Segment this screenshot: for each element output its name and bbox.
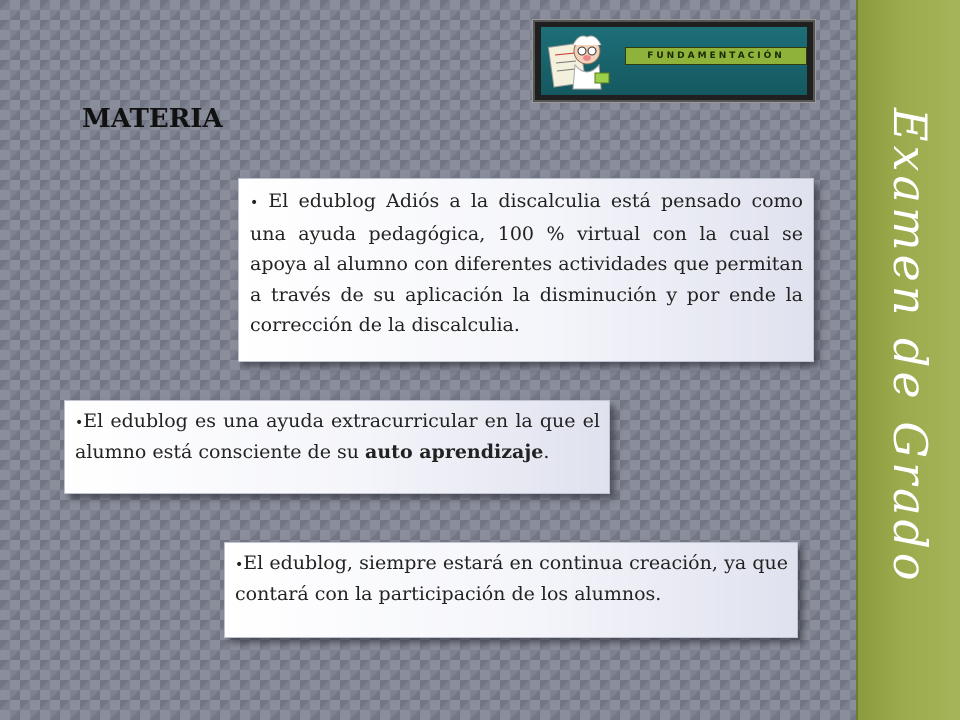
bullet-icon: •	[75, 415, 84, 431]
banner-label: FUNDAMENTACIÓN	[625, 47, 807, 65]
text-box-1	[238, 178, 814, 362]
text-box-2	[64, 400, 610, 494]
paragraph-2: •El edublog es una ayuda extracurricular en la que el alumno está consciente de su auto aprendizaje.	[75, 410, 600, 463]
paragraph-1: • El edublog Adiós a la discalculia está pensado como una ayuda pedagógica, 100 % virtual con la cual se apoya al alumno con diferentes actividades que permitan a través de su aplicación la disminución y por ende la corrección de la discalculia.	[250, 190, 803, 336]
sidebar	[856, 0, 960, 720]
emphasis-text: auto aprendizaje	[365, 441, 544, 463]
sidebar-title: Examen de Grado	[883, 108, 937, 585]
text-box-3	[224, 542, 798, 638]
page-heading: MATERIA	[82, 104, 223, 134]
paragraph-3: •El edublog, siempre estará en continua creación, ya que contará con la participación de los alumnos.	[235, 552, 788, 605]
bullet-icon: •	[235, 557, 244, 573]
professor-mascot-icon	[545, 31, 615, 93]
bullet-icon: •	[250, 195, 259, 211]
fundamentacion-banner	[533, 20, 815, 102]
